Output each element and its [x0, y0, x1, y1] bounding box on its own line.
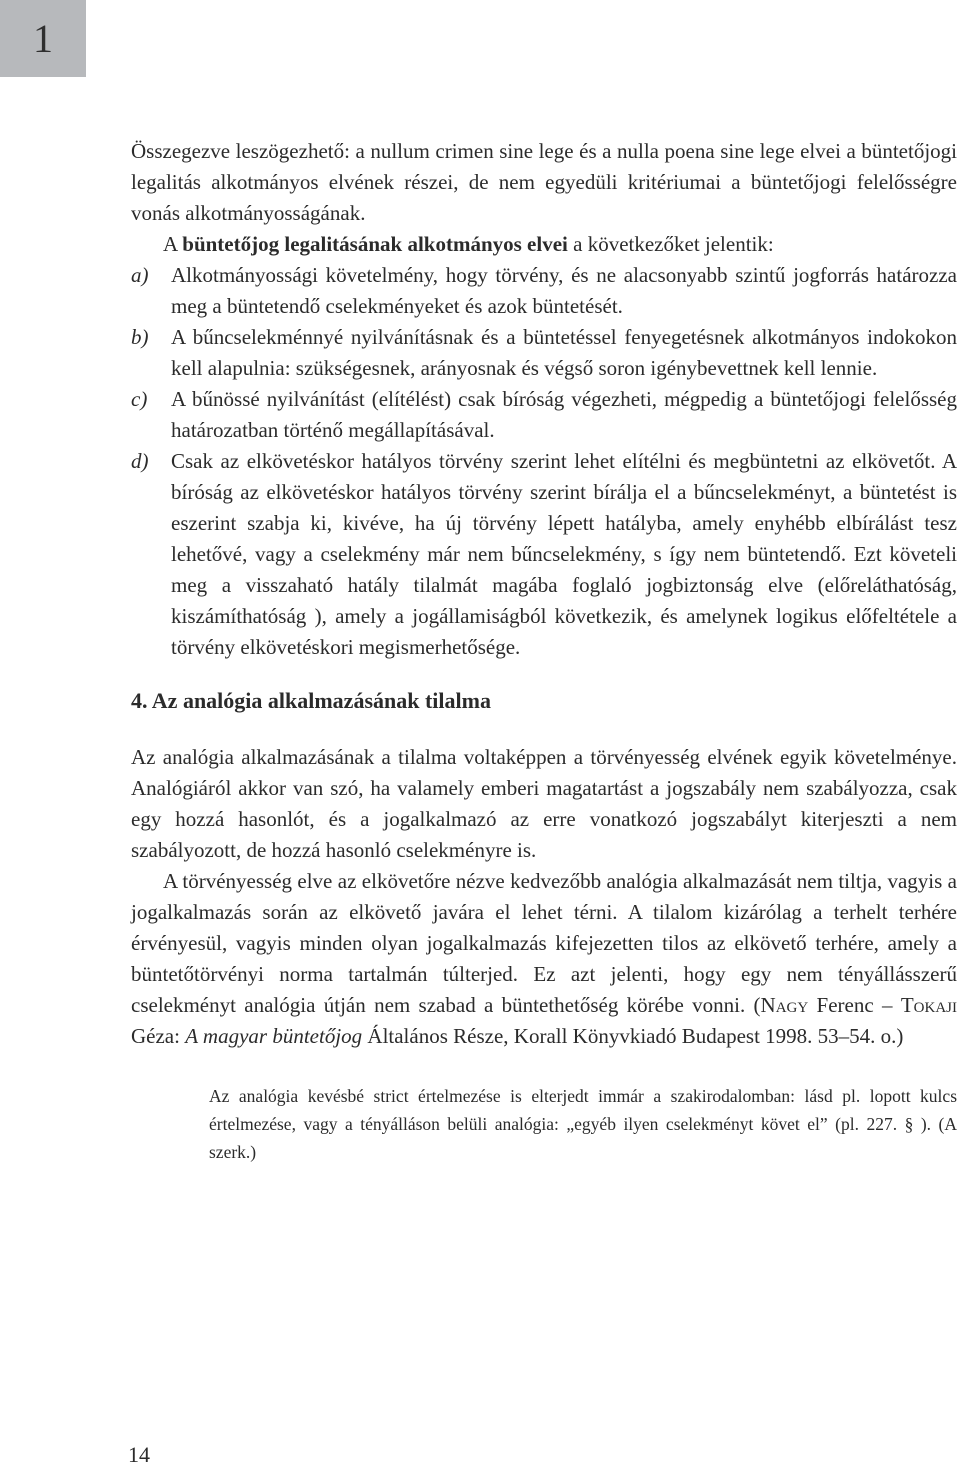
list-item-c	[131, 384, 957, 446]
list-marker: b)	[131, 325, 149, 349]
list-item-text: A bűncselekménnyé nyilvánításnak és a büntetéssel fenyegetésnek alkotmányos indokokon kell alapulnia: szükségesnek, arányosnak és végső soron igénybevettnek kell lennie.	[171, 325, 957, 380]
list-item-text: Alkotmányossági követelmény, hogy törvény, és ne alacsonyabb szintű jogforrás határozza meg a büntetendő cselekményeket és azok büntetését.	[171, 263, 957, 318]
page-content	[131, 136, 957, 1166]
list-item-text: Csak az elkövetéskor hatályos törvény szerint lehet elítélni és megbüntetni az elkövetőt. A bíróság az elkövetéskor hatályos törvény szerint bírálja el a bűncselekményt, a büntetést is eszerint szabja ki, kivéve, ha új törvény lépett hatályba, amely enyhébb elbírálást tesz lehetővé, vagy a cselekmény már nem bűncselekmény, s így nem büntetendő. Ezt követeli meg a visszaható hatály tilalmát magába foglaló jogbiztonság elve (előreláthatóság, kiszámíthatóság ), amely a jogállamiságból következik, és amelynek logikus előfeltétele a törvény elkövetéskori megismerhetősége.	[171, 449, 957, 659]
page-number: 14	[128, 1442, 150, 1467]
list-item-a	[131, 260, 957, 322]
author-surname: Nagy	[760, 993, 809, 1017]
principles-lead-bold: büntetőjog legalitásának alkotmányos elvei	[182, 232, 568, 256]
list-marker: d)	[131, 449, 149, 473]
author-surname: Tokaji	[900, 993, 958, 1017]
intro-paragraph: Összegezve leszögezhető: a nullum crimen sine lege és a nulla poena sine lege elvei a büntetőjogi legalitás alkotmányos elvének részei, de nem egyedüli kritériumai a büntetőjogi felelősségre vonás alkotmányosságának.	[131, 139, 957, 225]
list-item-d	[131, 446, 957, 663]
analogy-paragraph-2: A törvényesség elve az elkövetőre nézve kedvezőbb analógia alkalmazását nem tiltja, vagyis a jogalkalmazás során az elkövető javára el lehet térni. A tilalom kizárólag a terhelt terhére érvényesül, vagyis minden olyan jogalkalmazás kifejezetten tilos az elkövető terhére, amely a büntetőtörvényi norma tartalmán túlterjed. Ez azt jelenti, hogy egy nem tényállásszerű cselekményt analógia útján nem szabad a büntethetőség körébe vonni. (Nagy Ferenc – Tokaji Géza: A magyar büntetőjog Általános Része, Korall Könyvkiadó Budapest 1998. 53–54. o.)	[131, 869, 958, 1048]
list-marker: c)	[131, 387, 148, 411]
footnote: Az analógia kevésbé strict értelmezése is elterjedt immár a szakirodalomban: lásd pl. lopott kulcs értelmezése, vagy a tényálláson belüli analógia: „egyéb ilyen cselekményt követ el” (pl. 227. § ). (A szerk.)	[209, 1086, 957, 1162]
analogy-paragraph-1: Az analógia alkalmazásának a tilalma voltaképpen a törvényesség elvének egyik követelménye. Analógiáról akkor van szó, ha valamely emberi magatartást a jogszabály nem szabályozza, csak egy hozzá hasonlót, és a jogalkalmazó az erre vonatkozó jogszabályt kiterjeszti a nem szabályozott, de hozzá hasonló cselekményre is.	[131, 745, 957, 862]
list-marker: a)	[131, 263, 149, 287]
chapter-tab: 1	[0, 0, 86, 77]
list-item-b	[131, 322, 957, 384]
section-heading: 4. Az analógia alkalmazásának tilalma	[131, 688, 491, 713]
list-item-text: A bűnössé nyilvánítást (elítélést) csak bíróság végezheti, mégpedig a büntetőjogi felelősség határozatban történő megállapításával.	[171, 387, 957, 442]
book-title: A magyar büntetőjog	[185, 1024, 363, 1048]
principles-lead: A büntetőjog legalitásának alkotmányos elvei a következőket jelentik:	[163, 232, 774, 256]
